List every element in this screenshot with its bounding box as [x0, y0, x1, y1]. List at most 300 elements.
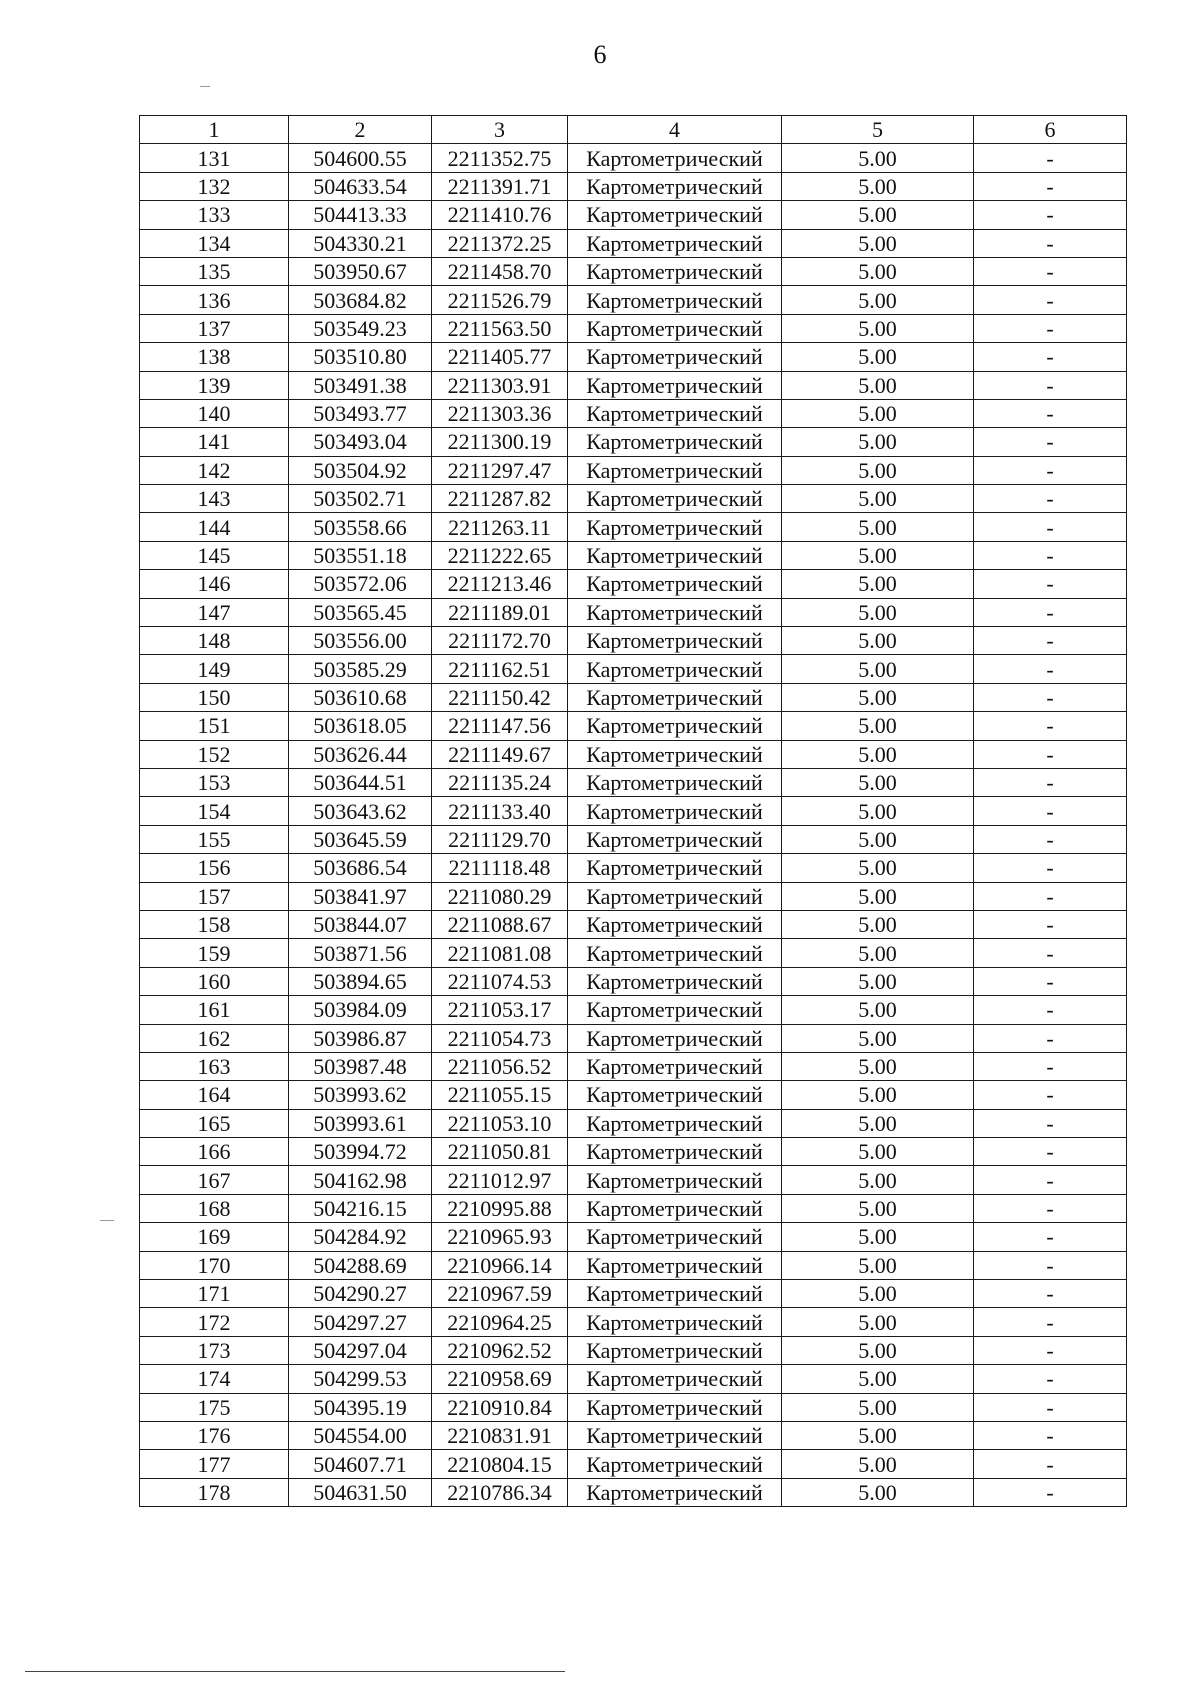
- accuracy-cell: 5.00: [782, 1450, 974, 1478]
- x-coordinate-cell: 503510.80: [289, 343, 432, 371]
- y-coordinate-cell: 2211012.97: [432, 1166, 568, 1194]
- y-coordinate-cell: 2211526.79: [432, 286, 568, 314]
- description-cell: -: [974, 343, 1127, 371]
- description-cell: -: [974, 1138, 1127, 1166]
- method-cell: Картометрический: [568, 996, 782, 1024]
- y-coordinate-cell: 2211287.82: [432, 485, 568, 513]
- accuracy-cell: 5.00: [782, 1166, 974, 1194]
- description-cell: -: [974, 1223, 1127, 1251]
- y-coordinate-cell: 2211053.17: [432, 996, 568, 1024]
- accuracy-cell: 5.00: [782, 343, 974, 371]
- description-cell: -: [974, 399, 1127, 427]
- point-number-cell: 133: [140, 201, 289, 229]
- table-row: [140, 1024, 1127, 1052]
- point-number-cell: 147: [140, 598, 289, 626]
- accuracy-cell: 5.00: [782, 1478, 974, 1506]
- point-number-cell: 155: [140, 825, 289, 853]
- accuracy-cell: 5.00: [782, 172, 974, 200]
- method-cell: Картометрический: [568, 1024, 782, 1052]
- table-row: [140, 1421, 1127, 1449]
- accuracy-cell: 5.00: [782, 257, 974, 285]
- x-coordinate-cell: 504162.98: [289, 1166, 432, 1194]
- method-cell: Картометрический: [568, 485, 782, 513]
- description-cell: -: [974, 1393, 1127, 1421]
- description-cell: -: [974, 144, 1127, 172]
- table-row: [140, 598, 1127, 626]
- y-coordinate-cell: 2210910.84: [432, 1393, 568, 1421]
- table-row: [140, 627, 1127, 655]
- point-number-cell: 153: [140, 768, 289, 796]
- point-number-cell: 149: [140, 655, 289, 683]
- method-cell: Картометрический: [568, 541, 782, 569]
- method-cell: Картометрический: [568, 1393, 782, 1421]
- description-cell: -: [974, 740, 1127, 768]
- description-cell: -: [974, 541, 1127, 569]
- y-coordinate-cell: 2210958.69: [432, 1365, 568, 1393]
- table-row: [140, 939, 1127, 967]
- x-coordinate-cell: 503556.00: [289, 627, 432, 655]
- scan-mark: [200, 86, 210, 87]
- accuracy-cell: 5.00: [782, 1081, 974, 1109]
- y-coordinate-cell: 2211213.46: [432, 570, 568, 598]
- table-row: [140, 541, 1127, 569]
- point-number-cell: 165: [140, 1109, 289, 1137]
- x-coordinate-cell: 503987.48: [289, 1052, 432, 1080]
- accuracy-cell: 5.00: [782, 541, 974, 569]
- table-row: [140, 740, 1127, 768]
- method-cell: Картометрический: [568, 1280, 782, 1308]
- x-coordinate-cell: 503684.82: [289, 286, 432, 314]
- accuracy-cell: 5.00: [782, 371, 974, 399]
- method-cell: Картометрический: [568, 1194, 782, 1222]
- y-coordinate-cell: 2211189.01: [432, 598, 568, 626]
- x-coordinate-cell: 503894.65: [289, 967, 432, 995]
- method-cell: Картометрический: [568, 1109, 782, 1137]
- method-cell: Картометрический: [568, 1166, 782, 1194]
- header-row: [140, 116, 1127, 144]
- point-number-cell: 175: [140, 1393, 289, 1421]
- y-coordinate-cell: 2210786.34: [432, 1478, 568, 1506]
- point-number-cell: 150: [140, 683, 289, 711]
- method-cell: Картометрический: [568, 1421, 782, 1449]
- y-coordinate-cell: 2211129.70: [432, 825, 568, 853]
- y-coordinate-cell: 2211150.42: [432, 683, 568, 711]
- table-row: [140, 683, 1127, 711]
- accuracy-cell: 5.00: [782, 144, 974, 172]
- x-coordinate-cell: 503871.56: [289, 939, 432, 967]
- method-cell: Картометрический: [568, 1450, 782, 1478]
- accuracy-cell: 5.00: [782, 1308, 974, 1336]
- method-cell: Картометрический: [568, 1336, 782, 1364]
- y-coordinate-cell: 2211053.10: [432, 1109, 568, 1137]
- x-coordinate-cell: 503626.44: [289, 740, 432, 768]
- accuracy-cell: 5.00: [782, 768, 974, 796]
- x-coordinate-cell: 503986.87: [289, 1024, 432, 1052]
- table-row: [140, 1450, 1127, 1478]
- accuracy-cell: 5.00: [782, 1052, 974, 1080]
- y-coordinate-cell: 2210967.59: [432, 1280, 568, 1308]
- y-coordinate-cell: 2211162.51: [432, 655, 568, 683]
- description-cell: -: [974, 1450, 1127, 1478]
- method-cell: Картометрический: [568, 1308, 782, 1336]
- y-coordinate-cell: 2211050.81: [432, 1138, 568, 1166]
- accuracy-cell: 5.00: [782, 1365, 974, 1393]
- table-row: [140, 257, 1127, 285]
- table-row: [140, 768, 1127, 796]
- y-coordinate-cell: 2211055.15: [432, 1081, 568, 1109]
- description-cell: -: [974, 1081, 1127, 1109]
- y-coordinate-cell: 2211297.47: [432, 456, 568, 484]
- point-number-cell: 166: [140, 1138, 289, 1166]
- description-cell: -: [974, 910, 1127, 938]
- description-cell: -: [974, 683, 1127, 711]
- description-cell: -: [974, 1478, 1127, 1506]
- x-coordinate-cell: 504330.21: [289, 229, 432, 257]
- y-coordinate-cell: 2211135.24: [432, 768, 568, 796]
- x-coordinate-cell: 504284.92: [289, 1223, 432, 1251]
- method-cell: Картометрический: [568, 399, 782, 427]
- method-cell: Картометрический: [568, 229, 782, 257]
- description-cell: -: [974, 485, 1127, 513]
- y-coordinate-cell: 2211149.67: [432, 740, 568, 768]
- method-cell: Картометрический: [568, 286, 782, 314]
- x-coordinate-cell: 504299.53: [289, 1365, 432, 1393]
- x-coordinate-cell: 504297.04: [289, 1336, 432, 1364]
- description-cell: -: [974, 428, 1127, 456]
- table-row: [140, 882, 1127, 910]
- method-cell: Картометрический: [568, 513, 782, 541]
- accuracy-cell: 5.00: [782, 201, 974, 229]
- y-coordinate-cell: 2210831.91: [432, 1421, 568, 1449]
- accuracy-cell: 5.00: [782, 683, 974, 711]
- y-coordinate-cell: 2210995.88: [432, 1194, 568, 1222]
- point-number-cell: 160: [140, 967, 289, 995]
- description-cell: -: [974, 967, 1127, 995]
- table-row: [140, 712, 1127, 740]
- table-row: [140, 1081, 1127, 1109]
- column-header: 5: [782, 116, 974, 144]
- accuracy-cell: 5.00: [782, 456, 974, 484]
- point-number-cell: 131: [140, 144, 289, 172]
- y-coordinate-cell: 2211391.71: [432, 172, 568, 200]
- description-cell: -: [974, 1280, 1127, 1308]
- method-cell: Картометрический: [568, 939, 782, 967]
- method-cell: Картометрический: [568, 201, 782, 229]
- y-coordinate-cell: 2210804.15: [432, 1450, 568, 1478]
- point-number-cell: 152: [140, 740, 289, 768]
- y-coordinate-cell: 2210964.25: [432, 1308, 568, 1336]
- point-number-cell: 158: [140, 910, 289, 938]
- y-coordinate-cell: 2211458.70: [432, 257, 568, 285]
- accuracy-cell: 5.00: [782, 1024, 974, 1052]
- accuracy-cell: 5.00: [782, 825, 974, 853]
- description-cell: -: [974, 1421, 1127, 1449]
- point-number-cell: 156: [140, 854, 289, 882]
- table-body: [140, 116, 1127, 1507]
- table-row: [140, 1251, 1127, 1279]
- description-cell: -: [974, 1365, 1127, 1393]
- point-number-cell: 168: [140, 1194, 289, 1222]
- x-coordinate-cell: 503950.67: [289, 257, 432, 285]
- y-coordinate-cell: 2211300.19: [432, 428, 568, 456]
- table-row: [140, 570, 1127, 598]
- y-coordinate-cell: 2211372.25: [432, 229, 568, 257]
- point-number-cell: 140: [140, 399, 289, 427]
- y-coordinate-cell: 2211074.53: [432, 967, 568, 995]
- table-row: [140, 1393, 1127, 1421]
- table-row: [140, 1308, 1127, 1336]
- description-cell: -: [974, 513, 1127, 541]
- method-cell: Картометрический: [568, 371, 782, 399]
- method-cell: Картометрический: [568, 627, 782, 655]
- description-cell: -: [974, 768, 1127, 796]
- description-cell: -: [974, 797, 1127, 825]
- method-cell: Картометрический: [568, 712, 782, 740]
- method-cell: Картометрический: [568, 1081, 782, 1109]
- point-number-cell: 170: [140, 1251, 289, 1279]
- point-number-cell: 132: [140, 172, 289, 200]
- x-coordinate-cell: 504288.69: [289, 1251, 432, 1279]
- method-cell: Картометрический: [568, 570, 782, 598]
- x-coordinate-cell: 503618.05: [289, 712, 432, 740]
- description-cell: -: [974, 1024, 1127, 1052]
- accuracy-cell: 5.00: [782, 712, 974, 740]
- y-coordinate-cell: 2211563.50: [432, 314, 568, 342]
- method-cell: Картометрический: [568, 740, 782, 768]
- method-cell: Картометрический: [568, 1052, 782, 1080]
- method-cell: Картометрический: [568, 343, 782, 371]
- method-cell: Картометрический: [568, 967, 782, 995]
- table-row: [140, 655, 1127, 683]
- method-cell: Картометрический: [568, 825, 782, 853]
- point-number-cell: 137: [140, 314, 289, 342]
- method-cell: Картометрический: [568, 598, 782, 626]
- point-number-cell: 164: [140, 1081, 289, 1109]
- accuracy-cell: 5.00: [782, 854, 974, 882]
- description-cell: -: [974, 1308, 1127, 1336]
- method-cell: Картометрический: [568, 768, 782, 796]
- x-coordinate-cell: 504633.54: [289, 172, 432, 200]
- point-number-cell: 178: [140, 1478, 289, 1506]
- table-row: [140, 1365, 1127, 1393]
- table-row: [140, 1109, 1127, 1137]
- accuracy-cell: 5.00: [782, 399, 974, 427]
- point-number-cell: 176: [140, 1421, 289, 1449]
- table-row: [140, 1478, 1127, 1506]
- y-coordinate-cell: 2211405.77: [432, 343, 568, 371]
- table-row: [140, 1052, 1127, 1080]
- table-row: [140, 1223, 1127, 1251]
- table-row: [140, 286, 1127, 314]
- column-header: 2: [289, 116, 432, 144]
- table-row: [140, 371, 1127, 399]
- point-number-cell: 143: [140, 485, 289, 513]
- description-cell: -: [974, 882, 1127, 910]
- table-row: [140, 1166, 1127, 1194]
- description-cell: -: [974, 1251, 1127, 1279]
- y-coordinate-cell: 2211352.75: [432, 144, 568, 172]
- y-coordinate-cell: 2211080.29: [432, 882, 568, 910]
- method-cell: Картометрический: [568, 1478, 782, 1506]
- table-row: [140, 1336, 1127, 1364]
- y-coordinate-cell: 2210965.93: [432, 1223, 568, 1251]
- method-cell: Картометрический: [568, 655, 782, 683]
- y-coordinate-cell: 2211222.65: [432, 541, 568, 569]
- accuracy-cell: 5.00: [782, 1223, 974, 1251]
- y-coordinate-cell: 2211054.73: [432, 1024, 568, 1052]
- point-number-cell: 142: [140, 456, 289, 484]
- method-cell: Картометрический: [568, 1365, 782, 1393]
- x-coordinate-cell: 504413.33: [289, 201, 432, 229]
- accuracy-cell: 5.00: [782, 939, 974, 967]
- x-coordinate-cell: 504554.00: [289, 1421, 432, 1449]
- table-row: [140, 1194, 1127, 1222]
- y-coordinate-cell: 2211118.48: [432, 854, 568, 882]
- description-cell: -: [974, 655, 1127, 683]
- description-cell: -: [974, 1194, 1127, 1222]
- method-cell: Картометрический: [568, 882, 782, 910]
- y-coordinate-cell: 2211088.67: [432, 910, 568, 938]
- accuracy-cell: 5.00: [782, 1280, 974, 1308]
- x-coordinate-cell: 503549.23: [289, 314, 432, 342]
- x-coordinate-cell: 504607.71: [289, 1450, 432, 1478]
- point-number-cell: 141: [140, 428, 289, 456]
- point-number-cell: 154: [140, 797, 289, 825]
- accuracy-cell: 5.00: [782, 882, 974, 910]
- column-header: 3: [432, 116, 568, 144]
- accuracy-cell: 5.00: [782, 598, 974, 626]
- point-number-cell: 144: [140, 513, 289, 541]
- accuracy-cell: 5.00: [782, 1109, 974, 1137]
- point-number-cell: 161: [140, 996, 289, 1024]
- description-cell: -: [974, 1336, 1127, 1364]
- footnote-rule: [25, 1671, 565, 1672]
- x-coordinate-cell: 504631.50: [289, 1478, 432, 1506]
- x-coordinate-cell: 504600.55: [289, 144, 432, 172]
- y-coordinate-cell: 2211081.08: [432, 939, 568, 967]
- x-coordinate-cell: 503558.66: [289, 513, 432, 541]
- page-number: 6: [593, 40, 607, 69]
- point-number-cell: 157: [140, 882, 289, 910]
- y-coordinate-cell: 2211410.76: [432, 201, 568, 229]
- x-coordinate-cell: 503994.72: [289, 1138, 432, 1166]
- method-cell: Картометрический: [568, 144, 782, 172]
- accuracy-cell: 5.00: [782, 627, 974, 655]
- table-row: [140, 456, 1127, 484]
- description-cell: -: [974, 229, 1127, 257]
- point-number-cell: 174: [140, 1365, 289, 1393]
- description-cell: -: [974, 825, 1127, 853]
- accuracy-cell: 5.00: [782, 1138, 974, 1166]
- table-row: [140, 797, 1127, 825]
- description-cell: -: [974, 712, 1127, 740]
- x-coordinate-cell: 503493.04: [289, 428, 432, 456]
- method-cell: Картометрический: [568, 257, 782, 285]
- point-number-cell: 135: [140, 257, 289, 285]
- description-cell: -: [974, 570, 1127, 598]
- table-row: [140, 1138, 1127, 1166]
- y-coordinate-cell: 2211056.52: [432, 1052, 568, 1080]
- table-row: [140, 854, 1127, 882]
- point-number-cell: 159: [140, 939, 289, 967]
- accuracy-cell: 5.00: [782, 485, 974, 513]
- y-coordinate-cell: 2211303.91: [432, 371, 568, 399]
- table-row: [140, 201, 1127, 229]
- description-cell: -: [974, 854, 1127, 882]
- accuracy-cell: 5.00: [782, 1194, 974, 1222]
- coordinates-table: [139, 115, 1127, 1507]
- point-number-cell: 138: [140, 343, 289, 371]
- description-cell: -: [974, 172, 1127, 200]
- table-row: [140, 910, 1127, 938]
- accuracy-cell: 5.00: [782, 740, 974, 768]
- point-number-cell: 173: [140, 1336, 289, 1364]
- point-number-cell: 162: [140, 1024, 289, 1052]
- table-row: [140, 428, 1127, 456]
- x-coordinate-cell: 503644.51: [289, 768, 432, 796]
- point-number-cell: 134: [140, 229, 289, 257]
- method-cell: Картометрический: [568, 683, 782, 711]
- table-row: [140, 967, 1127, 995]
- x-coordinate-cell: 503610.68: [289, 683, 432, 711]
- table-row: [140, 485, 1127, 513]
- description-cell: -: [974, 286, 1127, 314]
- x-coordinate-cell: 503686.54: [289, 854, 432, 882]
- table-row: [140, 144, 1127, 172]
- method-cell: Картометрический: [568, 854, 782, 882]
- description-cell: -: [974, 201, 1127, 229]
- x-coordinate-cell: 503841.97: [289, 882, 432, 910]
- y-coordinate-cell: 2211263.11: [432, 513, 568, 541]
- x-coordinate-cell: 503502.71: [289, 485, 432, 513]
- table-row: [140, 343, 1127, 371]
- x-coordinate-cell: 503504.92: [289, 456, 432, 484]
- accuracy-cell: 5.00: [782, 428, 974, 456]
- x-coordinate-cell: 503491.38: [289, 371, 432, 399]
- accuracy-cell: 5.00: [782, 513, 974, 541]
- description-cell: -: [974, 1166, 1127, 1194]
- x-coordinate-cell: 503565.45: [289, 598, 432, 626]
- accuracy-cell: 5.00: [782, 797, 974, 825]
- x-coordinate-cell: 503572.06: [289, 570, 432, 598]
- point-number-cell: 167: [140, 1166, 289, 1194]
- accuracy-cell: 5.00: [782, 286, 974, 314]
- accuracy-cell: 5.00: [782, 314, 974, 342]
- scan-mark: [100, 1220, 114, 1221]
- column-header: 4: [568, 116, 782, 144]
- x-coordinate-cell: 503844.07: [289, 910, 432, 938]
- y-coordinate-cell: 2211133.40: [432, 797, 568, 825]
- x-coordinate-cell: 504395.19: [289, 1393, 432, 1421]
- description-cell: -: [974, 598, 1127, 626]
- table-row: [140, 825, 1127, 853]
- point-number-cell: 172: [140, 1308, 289, 1336]
- point-number-cell: 145: [140, 541, 289, 569]
- accuracy-cell: 5.00: [782, 229, 974, 257]
- description-cell: -: [974, 996, 1127, 1024]
- accuracy-cell: 5.00: [782, 655, 974, 683]
- y-coordinate-cell: 2210966.14: [432, 1251, 568, 1279]
- accuracy-cell: 5.00: [782, 1421, 974, 1449]
- accuracy-cell: 5.00: [782, 910, 974, 938]
- point-number-cell: 139: [140, 371, 289, 399]
- point-number-cell: 148: [140, 627, 289, 655]
- point-number-cell: 171: [140, 1280, 289, 1308]
- x-coordinate-cell: 503993.62: [289, 1081, 432, 1109]
- accuracy-cell: 5.00: [782, 967, 974, 995]
- x-coordinate-cell: 503551.18: [289, 541, 432, 569]
- y-coordinate-cell: 2211303.36: [432, 399, 568, 427]
